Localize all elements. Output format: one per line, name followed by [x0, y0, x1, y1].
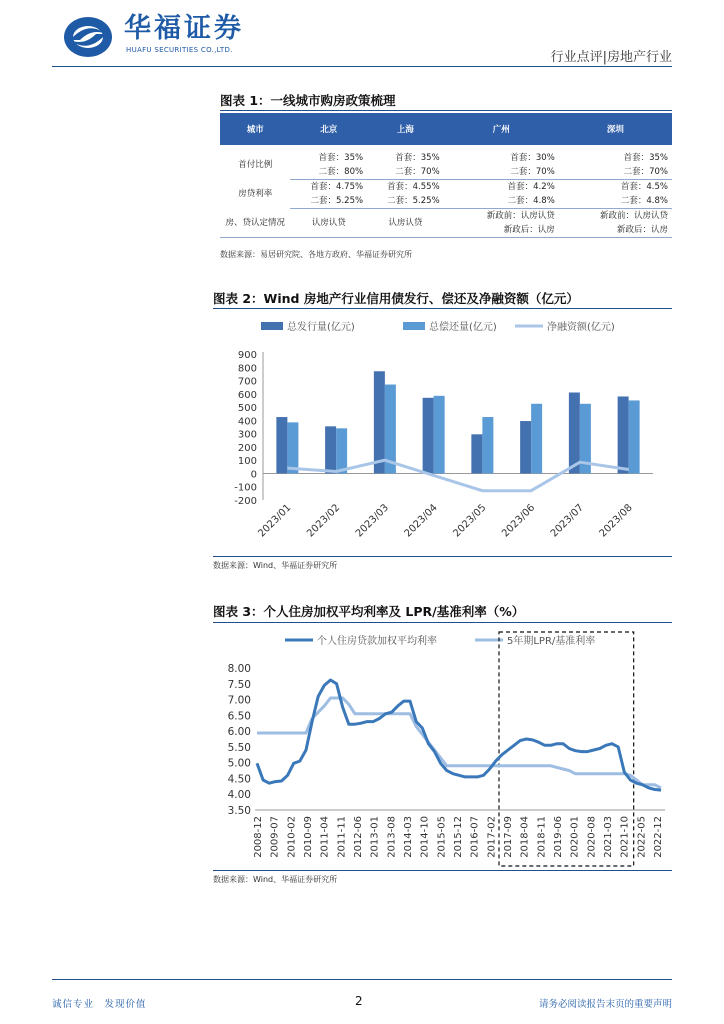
page-number: 2	[355, 994, 363, 1008]
x-tick-label: 2023/04	[402, 502, 440, 540]
table-header-cell: 上海	[367, 113, 444, 145]
legend-swatch	[261, 322, 283, 330]
table-cell: 新政前：认房认贷	[486, 211, 555, 221]
bar	[374, 371, 385, 473]
figure3-title: 图表 3：个人住房加权平均利率及 LPR/基准利率（%）	[213, 604, 525, 619]
y-tick-label: 5.50	[227, 741, 251, 754]
x-tick-label: 2013-01	[369, 816, 381, 858]
x-tick-label: 2010-02	[286, 816, 298, 858]
table-cell: 首套：35%	[318, 153, 364, 163]
y-tick-label: 0	[250, 469, 257, 481]
y-tick-label: 100	[237, 456, 257, 468]
x-tick-label: 2015-05	[436, 816, 448, 858]
table-cell: 首套：35%	[395, 153, 440, 163]
x-tick-label: 2009-07	[269, 816, 281, 858]
bar	[520, 421, 531, 473]
y-tick-label: 500	[237, 403, 257, 415]
table-cell: 二套：4.8%	[444, 194, 559, 209]
x-tick-label: 2020-01	[569, 816, 581, 858]
y-tick-label: -200	[234, 496, 257, 507]
x-tick-label: 2021-10	[619, 816, 631, 858]
x-tick-label: 2011-11	[336, 816, 348, 858]
x-tick-label: 2022-12	[653, 816, 664, 858]
row-label-recognition: 房、贷认定情况	[220, 209, 290, 238]
table-cell: 二套：80%	[290, 165, 367, 180]
row-label-down-payment: 首付比例	[238, 160, 273, 171]
y-tick-label: 7.50	[227, 678, 251, 691]
table-cell: 首套：30%	[510, 153, 555, 163]
legend-label: 总发行量(亿元)	[287, 322, 355, 333]
table-cell: 认房认贷	[367, 209, 444, 238]
footer-divider	[52, 979, 672, 980]
table-cell: 首套：4.2%	[507, 182, 555, 192]
figure2-bottom-rule	[213, 556, 672, 557]
y-tick-label: 8.00	[227, 663, 251, 675]
table-cell: 二套：5.25%	[367, 194, 444, 209]
footer-slogan: 诚信专业 发现价值	[52, 999, 147, 1010]
bar	[629, 400, 640, 473]
x-tick-label: 2010-09	[303, 816, 314, 858]
legend-label: 个人住房贷款加权平均利率	[317, 636, 437, 647]
figure2-chart	[213, 312, 672, 552]
table-cell: 首套：4.5%	[620, 182, 668, 192]
y-tick-label: 600	[237, 389, 257, 401]
y-tick-label: -100	[234, 482, 257, 494]
bar	[276, 417, 287, 473]
table-header-cell: 城市	[220, 113, 290, 145]
x-tick-label: 2018-04	[519, 816, 531, 858]
table-header-cell: 北京	[290, 113, 367, 145]
bar	[434, 396, 445, 474]
figure3-chart	[213, 626, 672, 868]
x-tick-label: 2023/01	[256, 502, 294, 540]
table-cell: 新政后：认房	[444, 223, 559, 238]
y-tick-label: 900	[237, 350, 257, 361]
table-row	[220, 180, 672, 195]
figure3-source: 数据来源：Wind、华福证券研究所	[213, 875, 338, 884]
figure2-source: 数据来源：Wind、华福证券研究所	[213, 561, 338, 570]
report-type-label: 行业点评|房地产行业	[550, 50, 672, 65]
x-tick-label: 2017-02	[486, 816, 498, 858]
table-cell: 首套：4.55%	[387, 182, 440, 192]
figure2-title: 图表 2：Wind 房地产行业信用债发行、偿还及净融资额（亿元）	[213, 291, 579, 306]
bar	[325, 426, 336, 473]
figure3-title-rule	[213, 622, 672, 623]
bar	[423, 398, 434, 474]
x-tick-label: 2014-10	[419, 816, 431, 858]
figure1-title: 图表 1：一线城市购房政策梳理	[220, 93, 396, 108]
footer-disclaimer: 请务必阅读报告末页的重要声明	[538, 999, 672, 1010]
x-tick-label: 2021-03	[603, 816, 614, 858]
figure2-title-rule	[213, 308, 672, 309]
x-tick-label: 2023/07	[548, 502, 586, 540]
y-tick-label: 300	[237, 429, 257, 441]
y-tick-label: 4.00	[227, 789, 251, 802]
table-cell: 二套：70%	[367, 165, 444, 180]
table-row	[220, 151, 672, 165]
bar	[569, 392, 580, 473]
policy-table	[220, 113, 672, 238]
y-tick-label: 4.50	[227, 773, 251, 786]
x-tick-label: 2008-12	[253, 816, 264, 858]
y-tick-label: 3.50	[227, 805, 251, 817]
legend-label: 净融资额(亿元)	[547, 322, 615, 333]
legend-label: 总偿还量(亿元)	[429, 322, 497, 333]
y-tick-label: 700	[237, 376, 257, 388]
x-tick-label: 2018-11	[536, 816, 548, 858]
x-tick-label: 2023/03	[353, 502, 391, 540]
bar	[618, 396, 629, 473]
huafu-logo-icon	[62, 14, 114, 60]
figure1-title-rule	[220, 110, 672, 111]
x-tick-label: 2023/08	[597, 502, 635, 540]
table-cell: 首套：35%	[623, 153, 668, 163]
x-tick-label: 2016-07	[469, 816, 481, 858]
table-cell: 二套：70%	[559, 165, 672, 180]
x-tick-label: 2011-04	[319, 816, 331, 858]
x-tick-label: 2014-03	[403, 816, 414, 858]
header-divider	[52, 66, 672, 67]
figure1-source: 数据来源：易居研究院、各地方政府、华福证券研究所	[220, 250, 412, 259]
legend-swatch	[403, 322, 425, 330]
y-tick-label: 6.00	[227, 726, 251, 739]
y-tick-label: 800	[237, 363, 257, 375]
bar	[531, 404, 542, 474]
x-tick-label: 2020-08	[586, 816, 598, 858]
x-tick-label: 2023/02	[305, 502, 343, 540]
legend-label: 5年期LPR/基准利率	[507, 636, 596, 647]
table-header-cell: 深圳	[559, 113, 672, 145]
table-cell: 二套：4.8%	[559, 194, 672, 209]
x-tick-label: 2013-08	[386, 816, 398, 858]
table-cell: 首套：4.75%	[310, 182, 364, 192]
table-cell: 二套：70%	[444, 165, 559, 180]
x-tick-label: 2022-05	[636, 816, 648, 858]
table-row	[220, 209, 672, 224]
brand-name-en: HUAFU SECURITIES CO.,LTD.	[126, 46, 233, 54]
y-tick-label: 400	[237, 416, 257, 428]
figure3-bottom-rule	[213, 870, 672, 871]
y-tick-label: 7.00	[227, 694, 251, 707]
table-header-cell: 广州	[444, 113, 559, 145]
table-cell: 新政前：认房认贷	[599, 211, 668, 221]
x-tick-label: 2023/05	[451, 502, 489, 540]
y-tick-label: 200	[237, 442, 257, 454]
bar	[287, 422, 298, 473]
table-cell: 二套：5.25%	[290, 194, 367, 209]
table-header-row	[220, 113, 672, 145]
x-tick-label: 2019-06	[553, 816, 564, 858]
table-cell: 认房认贷	[290, 209, 367, 238]
bar	[482, 417, 493, 473]
y-tick-label: 5.00	[227, 757, 251, 770]
x-tick-label: 2015-12	[453, 816, 464, 858]
y-tick-label: 6.50	[227, 710, 251, 723]
brand-name-cn: 华福证券	[124, 13, 244, 44]
x-tick-label: 2023/06	[500, 502, 538, 540]
row-label-mortgage-rate: 房贷利率	[238, 189, 273, 199]
x-tick-label: 2017-09	[503, 816, 514, 858]
x-tick-label: 2012-06	[353, 816, 364, 858]
bar	[471, 434, 482, 473]
table-cell: 新政后：认房	[559, 223, 672, 238]
bar	[336, 428, 347, 473]
